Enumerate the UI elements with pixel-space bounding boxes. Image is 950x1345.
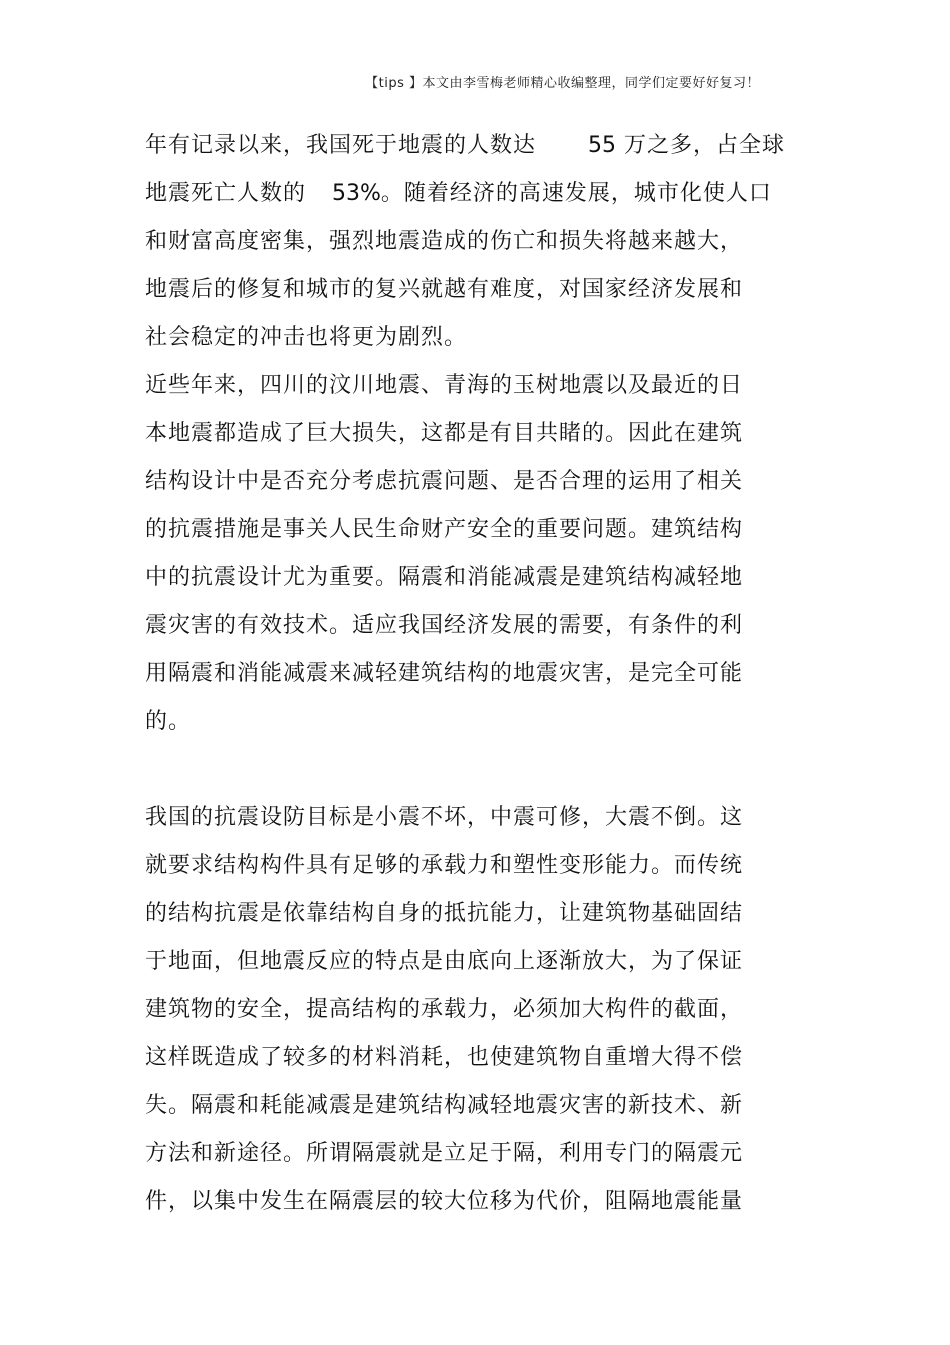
paragraph-3 [145, 794, 795, 1226]
text-line: 就要求结构构件具有足够的承载力和塑性变形能力。而传统 [145, 853, 744, 878]
paragraph-1 [145, 122, 795, 362]
text-line: 本地震都造成了巨大损失，这都是有目共睹的。因此在建筑 [145, 421, 744, 446]
text-line: 方法和新途径。所谓隔震就是立足于隔，利用专门的隔震元 [145, 1141, 744, 1166]
text-line: 年有记录以来，我国死于地震的人数达 55 万之多，占全球 [145, 133, 786, 158]
text-line: 近些年来，四川的汶川地震、青海的玉树地震以及最近的日 [145, 373, 744, 398]
paragraph-gap [145, 746, 795, 794]
text-line: 和财富高度密集，强烈地震造成的伤亡和损失将越来越大， [145, 229, 744, 254]
text-line: 失。隔震和耗能减震是建筑结构减轻地震灾害的新技术、新 [145, 1093, 744, 1118]
document-body [145, 122, 795, 1226]
text-line: 结构设计中是否充分考虑抗震问题、是否合理的运用了相关 [145, 469, 744, 494]
text-line: 于地面，但地震反应的特点是由底向上逐渐放大，为了保证 [145, 949, 744, 974]
text-line: 震灾害的有效技术。适应我国经济发展的需要，有条件的利 [145, 613, 744, 638]
text-line: 件，以集中发生在隔震层的较大位移为代价，阻隔地震能量 [145, 1189, 744, 1214]
text-line: 建筑物的安全，提高结构的承载力，必须加大构件的截面， [145, 997, 744, 1022]
text-line: 的。 [145, 709, 192, 734]
text-line: 的抗震措施是事关人民生命财产安全的重要问题。建筑结构 [145, 517, 744, 542]
text-line: 的结构抗震是依靠结构自身的抵抗能力，让建筑物基础固结 [145, 901, 744, 926]
paragraph-2 [145, 362, 795, 746]
text-line: 这样既造成了较多的材料消耗，也使建筑物自重增大得不偿 [145, 1045, 744, 1070]
header-tips-note: 【tips 】本文由李雪梅老师精心收编整理，同学们定要好好复习！ [365, 76, 760, 91]
text-line: 我国的抗震设防目标是小震不坏，中震可修，大震不倒。这 [145, 805, 744, 830]
text-line: 中的抗震设计尤为重要。隔震和消能减震是建筑结构减轻地 [145, 565, 744, 590]
text-line: 用隔震和消能减震来减轻建筑结构的地震灾害，是完全可能 [145, 661, 744, 686]
text-line: 地震后的修复和城市的复兴就越有难度，对国家经济发展和 [145, 277, 744, 302]
text-line: 社会稳定的冲击也将更为剧烈。 [145, 325, 468, 350]
text-line: 地震死亡人数的 53%。随着经济的高速发展，城市化使人口 [145, 181, 772, 206]
